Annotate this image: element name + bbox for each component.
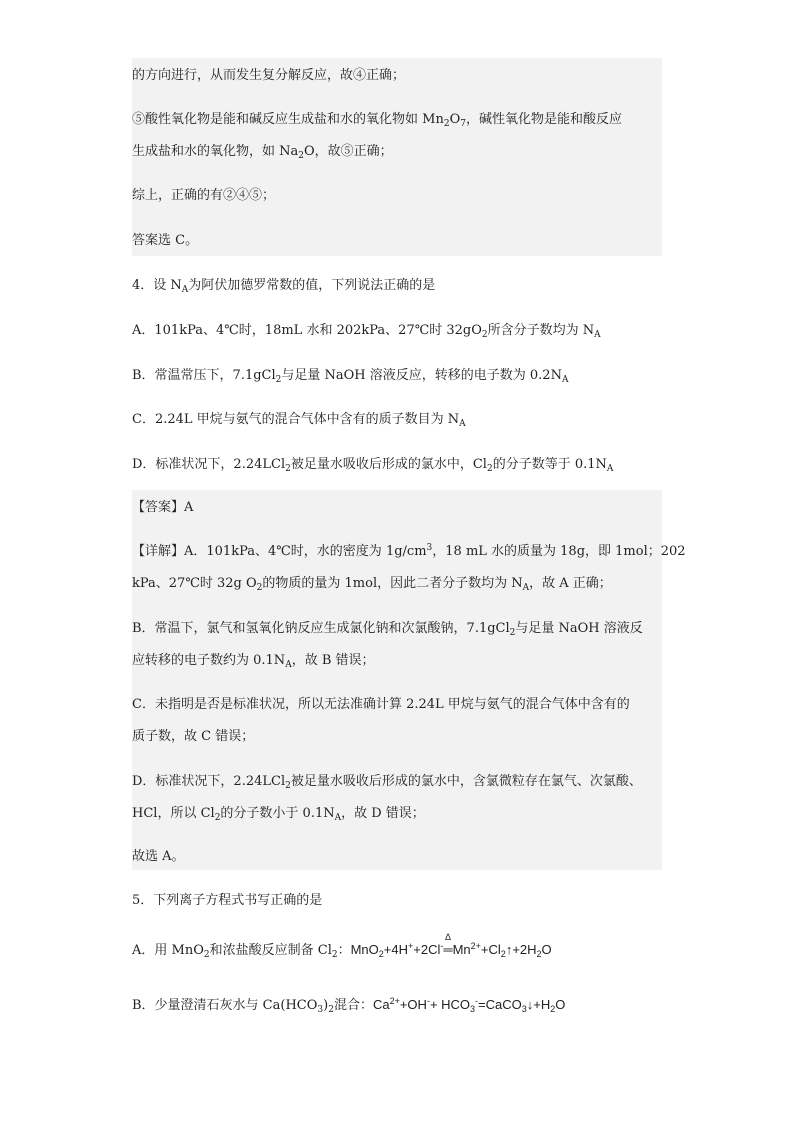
solution-line: 质子数，故 C 错误； bbox=[132, 729, 255, 744]
explanation-line: ⑤酸性氧化物是能和碱反应生成盐和水的氧化物如 $Mn_2O_7$，碱性氧化物是能和酸反应 bbox=[132, 112, 622, 129]
solution-line: D．标准状况下，2.24LCl$_2$被足量水吸收后形成的氯水中，含氯微粒存在氯气、次氯酸、 bbox=[132, 774, 642, 791]
explanation-line: 的方向进行，从而发生复分解反应，故④正确； bbox=[132, 68, 406, 83]
solution-line: 【详解】A．101kPa、4℃时，水的密度为 $1g/cm^3$，18 mL 水的质量为 18g，即 1mol；202 bbox=[132, 543, 686, 559]
question-4-option-b: B．常温常压下，7.1gCl$_2$与足量 NaOH 溶液反应，转移的电子数为 $0.2N_A$ bbox=[132, 368, 569, 385]
solution-line: kPa、27℃时 32g $O_2$的物质的量为 1mol，因此二者分子数均为 $N_A$，故 A 正确； bbox=[132, 576, 612, 593]
question-5-option-a: A．用 MnO$_2$和浓盐酸反应制备 $Cl_2$：MnO$_2$+4H++2Cl- Δ $═Mn^{2+}+Cl_2↑+2H_2O$ bbox=[132, 932, 552, 960]
solution-line: 应转移的电子数约为 $0.1N_A$，故 B 错误； bbox=[132, 653, 375, 670]
explanation-block-prev bbox=[132, 58, 662, 256]
question-4-solution-block bbox=[132, 490, 686, 870]
question-4-option-a: A．101kPa、4℃时，18mL 水和 202kPa、27℃时 $32gO_2$所含分子数均为 $N_A$ bbox=[132, 323, 601, 340]
solution-line: B．常温下，氯气和氢氧化钠反应生成氯化钠和次氯酸钠，7.1gCl$_2$与足量 NaOH 溶液反 bbox=[132, 621, 643, 638]
question-4-answer: 【答案】A bbox=[132, 500, 194, 515]
solution-final: 故选 A。 bbox=[132, 849, 185, 864]
explanation-answer: 答案选 C。 bbox=[132, 233, 199, 248]
solution-line: HCl，所以 $Cl_2$的分子数小于 $0.1N_A$，故 D 错误； bbox=[132, 806, 425, 823]
question-5-option-b: B．少量澄清石灰水与 $Ca(HCO_3)_2$混合：$Ca^{2+}+OH^-+$ $HCO_3^-=CaCO_3↓+H_2O$ bbox=[132, 996, 566, 1015]
explanation-line: 生成盐和水的氧化物，如 $Na_2O$，故⑤正确； bbox=[132, 144, 393, 161]
question-4-stem: 4．设 $N_A$为阿伏加德罗常数的值，下列说法正确的是 bbox=[132, 278, 436, 295]
question-5-stem: 5．下列离子方程式书写正确的是 bbox=[132, 893, 323, 908]
question-4-option-c: C．2.24L 甲烷与氨气的混合气体中含有的质子数目为 $N_A$ bbox=[132, 412, 466, 429]
heating-equals-sign: Δ ═ bbox=[443, 932, 453, 957]
solution-line: C．未指明是否是标准状况，所以无法准确计算 2.24L 甲烷与氨气的混合气体中含有的 bbox=[132, 697, 630, 712]
question-4-option-d: D．标准状况下，2.24LCl$_2$被足量水吸收后形成的氯水中，$Cl_2$的分子数等于 $0.1N_A$ bbox=[132, 457, 614, 474]
explanation-summary: 综上，正确的有②④⑤； bbox=[132, 188, 276, 203]
